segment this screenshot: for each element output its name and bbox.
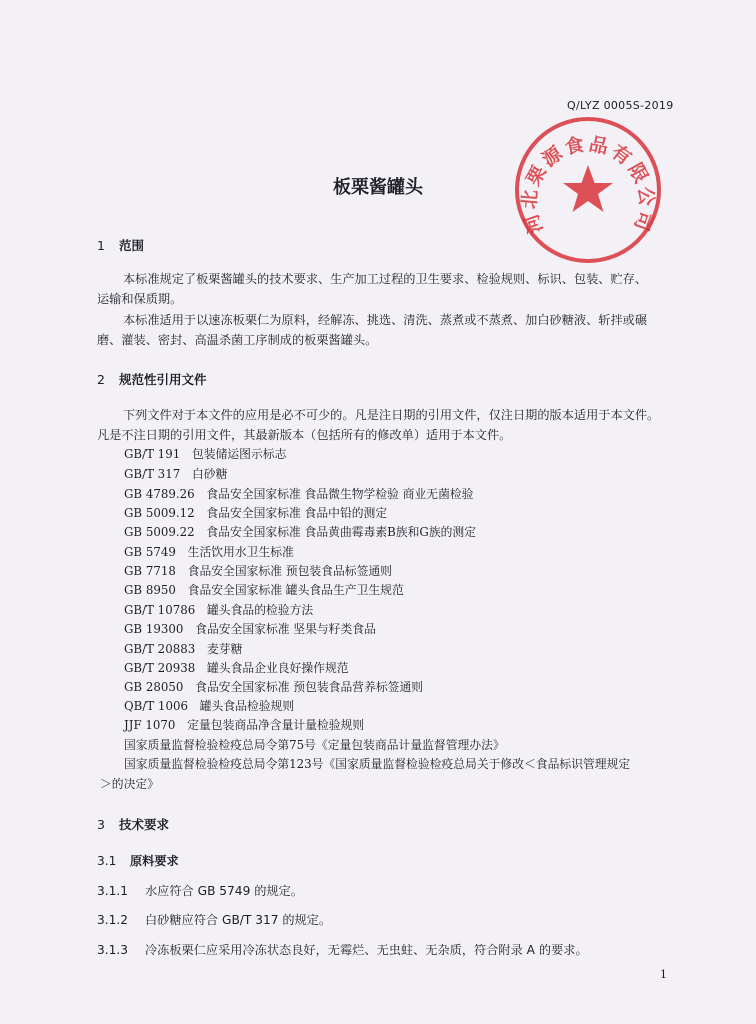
section-title: 范围: [119, 238, 145, 253]
section-number: 1: [97, 238, 105, 253]
clause-text: 白砂糖应符合 GB/T 317 的规定。: [145, 913, 332, 927]
section-3-heading: [97, 815, 169, 833]
paragraph-line: 下列文件对于本文件的应用是必不可少的。凡是注日期的引用文件，仅注日期的版本适用于本文件。: [123, 408, 660, 422]
document-title: 板栗酱罐头: [333, 177, 423, 198]
section-1-paragraph-2: [97, 310, 687, 350]
reference-item: GB/T 20883 麦芽糖: [124, 642, 243, 656]
clause-number: 3.1.1: [97, 884, 129, 898]
reference-item: GB 8950 食品安全国家标准 罐头食品生产卫生规范: [124, 583, 404, 597]
section-1-paragraph-1: [97, 269, 687, 309]
subsection-title: 原料要求: [130, 854, 179, 868]
clause-text: 冷冻板栗仁应采用冷冻状态良好，无霉烂、无虫蛀、无杂质，符合附录 A 的要求。: [145, 943, 588, 957]
reference-item: 国家质量监督检验检疫总局令第123号《国家质量监督检验检疫总局关于修改＜食品标识管理规定: [124, 757, 631, 771]
clause-3-1-3: [97, 941, 588, 958]
paragraph-line: 磨、灌装、密封、高温杀菌工序制成的板栗酱罐头。: [97, 333, 378, 347]
reference-item: GB/T 10786 罐头食品的检验方法: [124, 603, 314, 617]
reference-item: QB/T 1006 罐头食品检验规则: [124, 699, 295, 713]
clause-3-1-2: [97, 911, 331, 928]
reference-item: GB/T 20938 罐头食品企业良好操作规范: [124, 661, 349, 675]
section-1-heading: [97, 236, 144, 254]
section-title: 技术要求: [119, 817, 170, 832]
reference-item: JJF 1070 定量包装商品净含量计量检验规则: [124, 718, 365, 732]
reference-item: GB 5009.22 食品安全国家标准 食品黄曲霉毒素B族和G族的测定: [124, 525, 477, 539]
section-title: 规范性引用文件: [119, 372, 207, 387]
svg-text:河北栗源食品有限公司: 河北栗源食品有限公司: [518, 132, 658, 237]
reference-continuation: ＞的决定》: [100, 777, 159, 791]
paragraph-line: 运输和保质期。: [97, 292, 183, 306]
reference-item: GB 28050 食品安全国家标准 预包装食品营养标签通则: [124, 680, 424, 694]
subsection-number: 3.1: [97, 854, 117, 868]
reference-item: GB 4789.26 食品安全国家标准 食品微生物学检验 商业无菌检验: [124, 487, 474, 501]
clause-number: 3.1.2: [97, 913, 129, 927]
reference-item: GB 5749 生活饮用水卫生标准: [124, 545, 294, 559]
document-number: Q/LYZ 0005S-2019: [567, 99, 674, 112]
paragraph-line: 本标准规定了板栗酱罐头的技术要求、生产加工过程的卫生要求、检验规则、标识、包装、贮存、: [123, 272, 648, 286]
reference-item: GB 7718 食品安全国家标准 预包装食品标签通则: [124, 564, 392, 578]
paragraph-line: 凡是不注日期的引用文件，其最新版本（包括所有的修改单）适用于本文件。: [97, 428, 512, 442]
clause-3-1-1: [97, 882, 303, 899]
section-2-intro: [97, 405, 687, 445]
page-number: 1: [660, 968, 667, 981]
reference-item: GB/T 317 白砂糖: [124, 467, 228, 481]
reference-item: GB 5009.12 食品安全国家标准 食品中铅的测定: [124, 506, 388, 520]
section-number: 3: [97, 817, 105, 832]
section-2-heading: [97, 370, 207, 388]
clause-text: 水应符合 GB 5749 的规定。: [145, 884, 303, 898]
section-number: 2: [97, 372, 105, 387]
clause-number: 3.1.3: [97, 943, 129, 957]
reference-item: 国家质量监督检验检疫总局令第75号《定量包装商品计量监督管理办法》: [124, 738, 505, 752]
reference-item: GB 19300 食品安全国家标准 坚果与籽类食品: [124, 622, 376, 636]
paragraph-line: 本标准适用于以速冻板栗仁为原料，经解冻、挑选、清洗、蒸煮或不蒸煮、加白砂糖液、斩拌或碾: [123, 313, 648, 327]
reference-item: GB/T 191 包装储运图示标志: [124, 447, 287, 461]
subsection-3-1-heading: [97, 852, 179, 869]
